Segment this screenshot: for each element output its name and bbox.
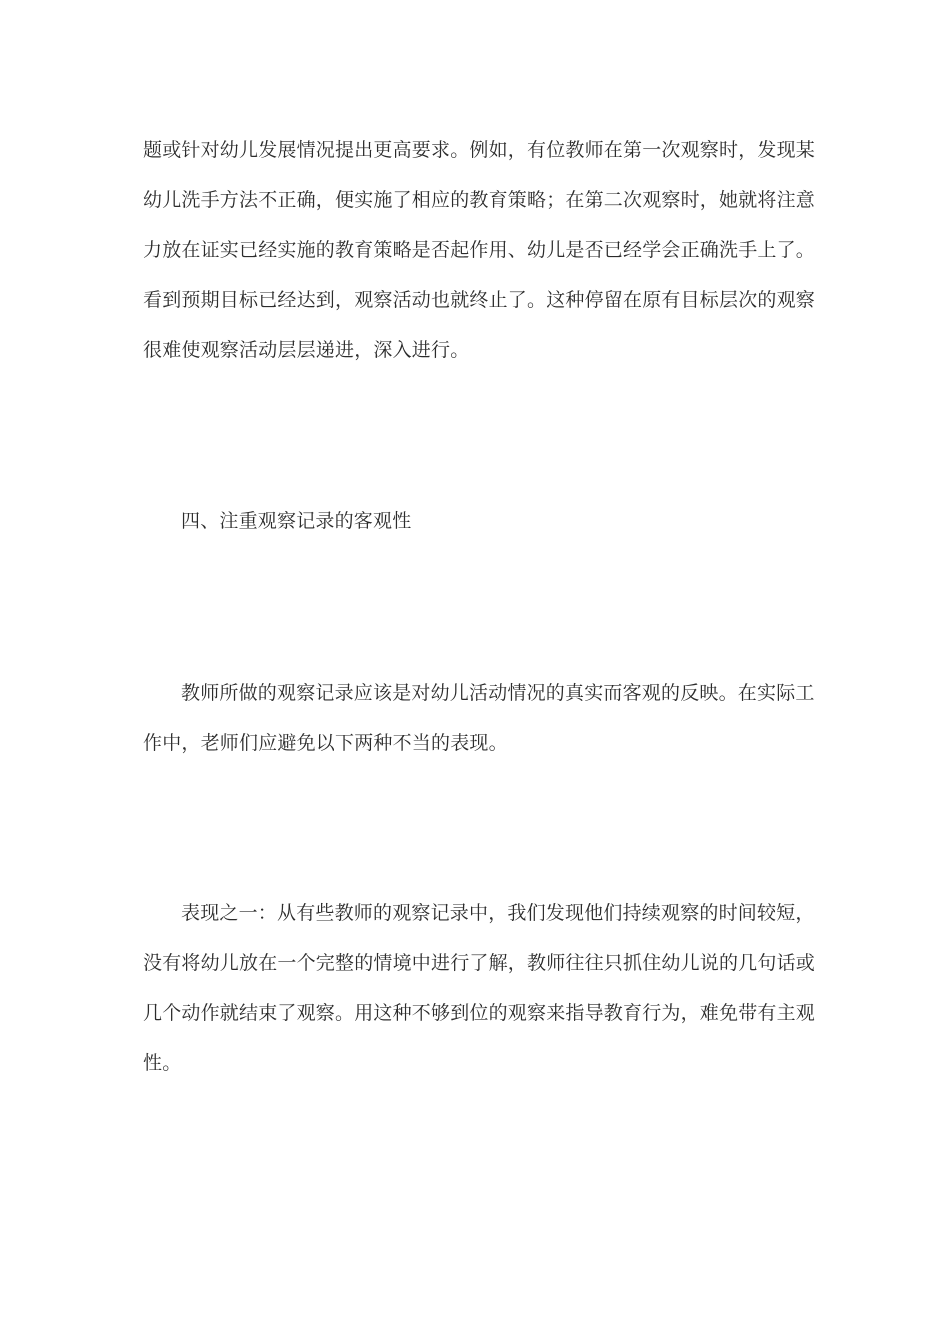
paragraph-line: 几个动作就结束了观察。用这种不够到位的观察来指导教育行为，难免带有主观 <box>143 1002 816 1024</box>
paragraph-line: 表现之一：从有些教师的观察记录中，我们发现他们持续观察的时间较短， <box>181 902 815 924</box>
paragraph-line: 力放在证实已经实施的教育策略是否起作用、幼儿是否已经学会正确洗手上了。 <box>143 239 816 261</box>
paragraph-line: 幼儿洗手方法不正确，便实施了相应的教育策略；在第二次观察时，她就将注意 <box>143 189 816 211</box>
section-heading: 四、注重观察记录的客观性 <box>181 510 412 532</box>
paragraph-line: 教师所做的观察记录应该是对幼儿活动情况的真实而客观的反映。在实际工 <box>181 682 815 704</box>
paragraph-line: 性。 <box>143 1052 182 1074</box>
paragraph-line: 没有将幼儿放在一个完整的情境中进行了解，教师往往只抓住幼儿说的几句话或 <box>143 952 816 974</box>
paragraph-line: 很难使观察活动层层递进，深入进行。 <box>143 339 470 361</box>
paragraph-line: 题或针对幼儿发展情况提出更高要求。例如，有位教师在第一次观察时，发现某 <box>143 139 816 161</box>
paragraph-line: 看到预期目标已经达到，观察活动也就终止了。这种停留在原有目标层次的观察 <box>143 289 816 311</box>
paragraph-line: 作中，老师们应避免以下两种不当的表现。 <box>143 732 508 754</box>
